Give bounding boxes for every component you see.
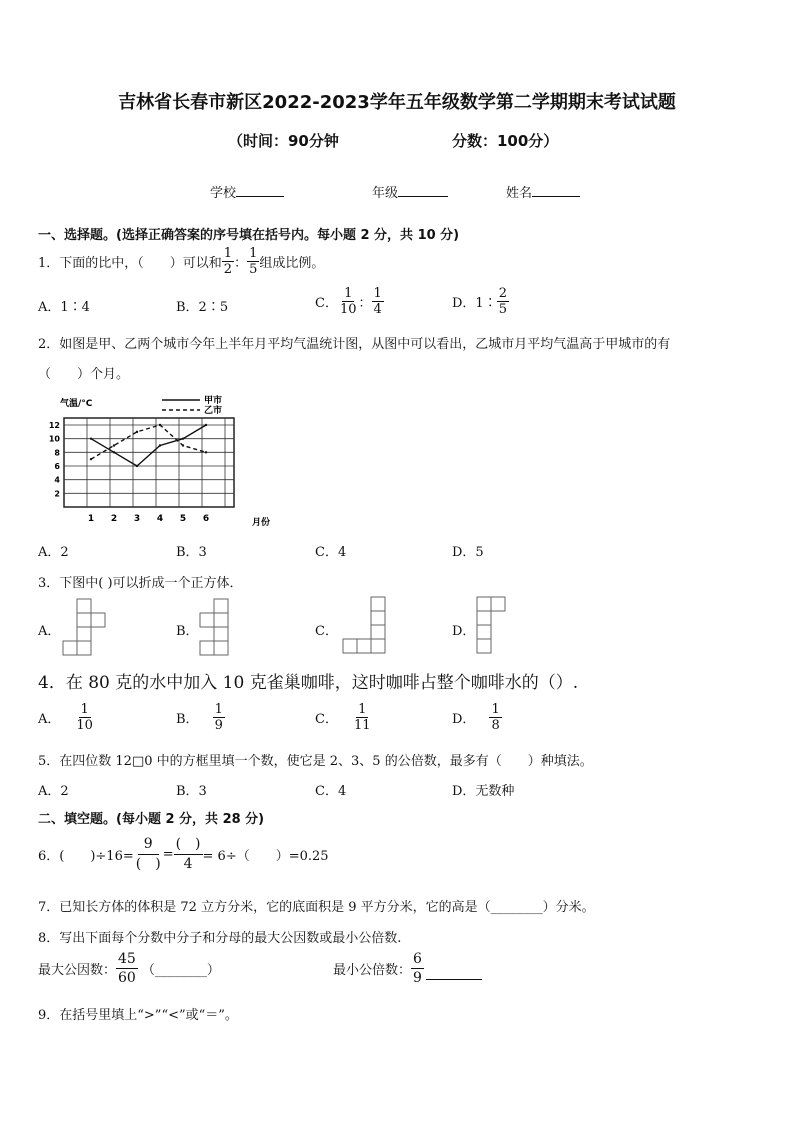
data-point (136, 431, 138, 433)
page-title: 吉林省长春市新区2022-2023学年五年级数学第二学期期末考试试题 (118, 92, 676, 113)
grade-field[interactable] (372, 182, 448, 201)
cube-net-d (474, 596, 514, 658)
data-point (159, 424, 161, 426)
q1-option-a[interactable]: A．1∶4 (38, 300, 90, 315)
y-tick-label: 10 (48, 434, 60, 444)
x-tick-label: 5 (179, 514, 187, 524)
q2-option-b[interactable]: B．3 (176, 545, 207, 560)
q5-option-d[interactable]: D．无数种 (452, 784, 515, 799)
series-line-1 (91, 425, 206, 466)
question-7: 7．已知长方体的体积是 72 立方分米，它的底面积是 9 平方分米，它的高是（________）分米。 (38, 900, 595, 915)
temperature-line-chart (40, 390, 300, 530)
series-line-2 (91, 425, 206, 459)
q5-option-b[interactable]: B．3 (176, 784, 207, 799)
q4-option-d[interactable]: D． $\frac{1}{8}$ (452, 702, 500, 733)
y-tick-label: 12 (48, 421, 60, 430)
q8-gcd-item: 最大公因数： $\frac{45}{60}$ （________） (38, 951, 220, 986)
q1-prefix: 1．下面的比中，（ ）可以和 (38, 256, 222, 271)
name-field[interactable] (506, 182, 580, 201)
question-9: 9．在括号里填上“>”“<”或“＝”。 (38, 1008, 238, 1023)
question-6: 6．( )÷16= $\frac{9}{( )}$ = $\frac{( )}{4}$ = 6÷（ ）=0.25 (38, 836, 329, 872)
x-tick-label: 1 (87, 514, 95, 524)
q1-option-c[interactable]: C． $\frac{1}{10}$ ： $\frac{1}{4}$ (315, 286, 382, 317)
data-point (182, 444, 184, 446)
x-tick-label: 2 (110, 514, 118, 524)
q1-option-d[interactable]: D．1∶ $\frac{2}{5}$ (452, 286, 507, 317)
q3-option-d[interactable]: D． (452, 624, 476, 639)
school-label: 学校 (210, 186, 237, 201)
y-tick-label: 2 (54, 489, 60, 499)
data-point (113, 451, 115, 453)
cube-net-c (340, 596, 390, 658)
q2-option-a[interactable]: A．2 (38, 545, 69, 560)
y-axis-label: 气温/°C (60, 399, 93, 409)
q5-option-a[interactable]: A．2 (38, 784, 69, 799)
y-tick-label: 8 (54, 448, 60, 458)
score-info: 分数：100分） (452, 132, 559, 150)
y-tick-label: 4 (54, 475, 60, 485)
q1-fraction-1: $\frac{1}{2}$ (223, 246, 233, 277)
section2-heading: 二、填空题。(每小题 2 分，共 28 分) (38, 812, 265, 827)
q3-option-a[interactable]: A． (38, 624, 61, 639)
q2-option-d[interactable]: D．5 (452, 545, 484, 560)
data-point (90, 458, 92, 460)
question-2-line-1: 2．如图是甲、乙两个城市今年上半年月平均气温统计图，从图中可以看出，乙城市月平均气温高于甲城市的有 (38, 337, 671, 352)
q5-option-c[interactable]: C．4 (315, 784, 347, 799)
legend-label-2: 乙市 (204, 406, 223, 416)
time-info: （时间：90分钟 (228, 132, 339, 150)
question-5-stem: 5．在四位数 12□0 中的方框里填一个数，使它是 2、3、5 的公倍数，最多有（ ）种填法。 (38, 754, 593, 769)
q3-option-c[interactable]: C． (315, 624, 338, 639)
data-point (205, 451, 207, 453)
q1-option-b[interactable]: B．2∶5 (176, 300, 229, 315)
data-point (136, 465, 138, 467)
question-1-stem (38, 246, 324, 277)
name-label: 姓名 (506, 186, 533, 201)
cube-net-a (60, 598, 110, 658)
cube-net-b (198, 598, 238, 658)
q8-lcm-item: 最小公倍数： $\frac{6}{9}$ (333, 950, 482, 987)
question-8-stem: 8．写出下面每个分数中分子和分母的最大公因数或最小公倍数. (38, 931, 402, 946)
q4-option-a[interactable]: A． $\frac{1}{10}$ (38, 702, 93, 733)
q8-lcm-blank[interactable] (426, 957, 482, 980)
q4-option-c[interactable]: C． $\frac{1}{11}$ (315, 702, 371, 733)
q3-option-b[interactable]: B． (176, 624, 199, 639)
x-tick-label: 6 (202, 514, 210, 524)
x-tick-label: 4 (156, 514, 164, 524)
q1-fraction-2: $\frac{1}{5}$ (249, 246, 258, 277)
question-3-stem: 3．下图中( )可以折成一个正方体． (38, 576, 243, 591)
data-point (90, 437, 92, 439)
question-2-line-2: （ ）个月。 (38, 367, 130, 382)
data-point (182, 437, 184, 439)
data-point (159, 444, 161, 446)
q1-suffix: 组成比例。 (259, 256, 325, 271)
grade-label: 年级 (372, 186, 399, 201)
question-4-stem: 4．在 80 克的水中加入 10 克雀巢咖啡，这时咖啡占整个咖啡水的（）. (38, 673, 579, 693)
y-tick-label: 6 (54, 462, 60, 471)
q2-option-c[interactable]: C．4 (315, 545, 347, 560)
data-point (113, 444, 115, 446)
section1-heading: 一、选择题。(选择正确答案的序号填在括号内。每小题 2 分，共 10 分) (38, 228, 460, 243)
school-field[interactable] (210, 182, 284, 201)
legend-label-1: 甲市 (204, 396, 223, 406)
x-axis-label: 月份 (252, 518, 271, 528)
x-tick-label: 3 (133, 514, 141, 524)
q1-colon: ： (234, 256, 248, 271)
data-point (205, 424, 207, 426)
q4-option-b[interactable]: B． $\frac{1}{9}$ (176, 702, 223, 733)
